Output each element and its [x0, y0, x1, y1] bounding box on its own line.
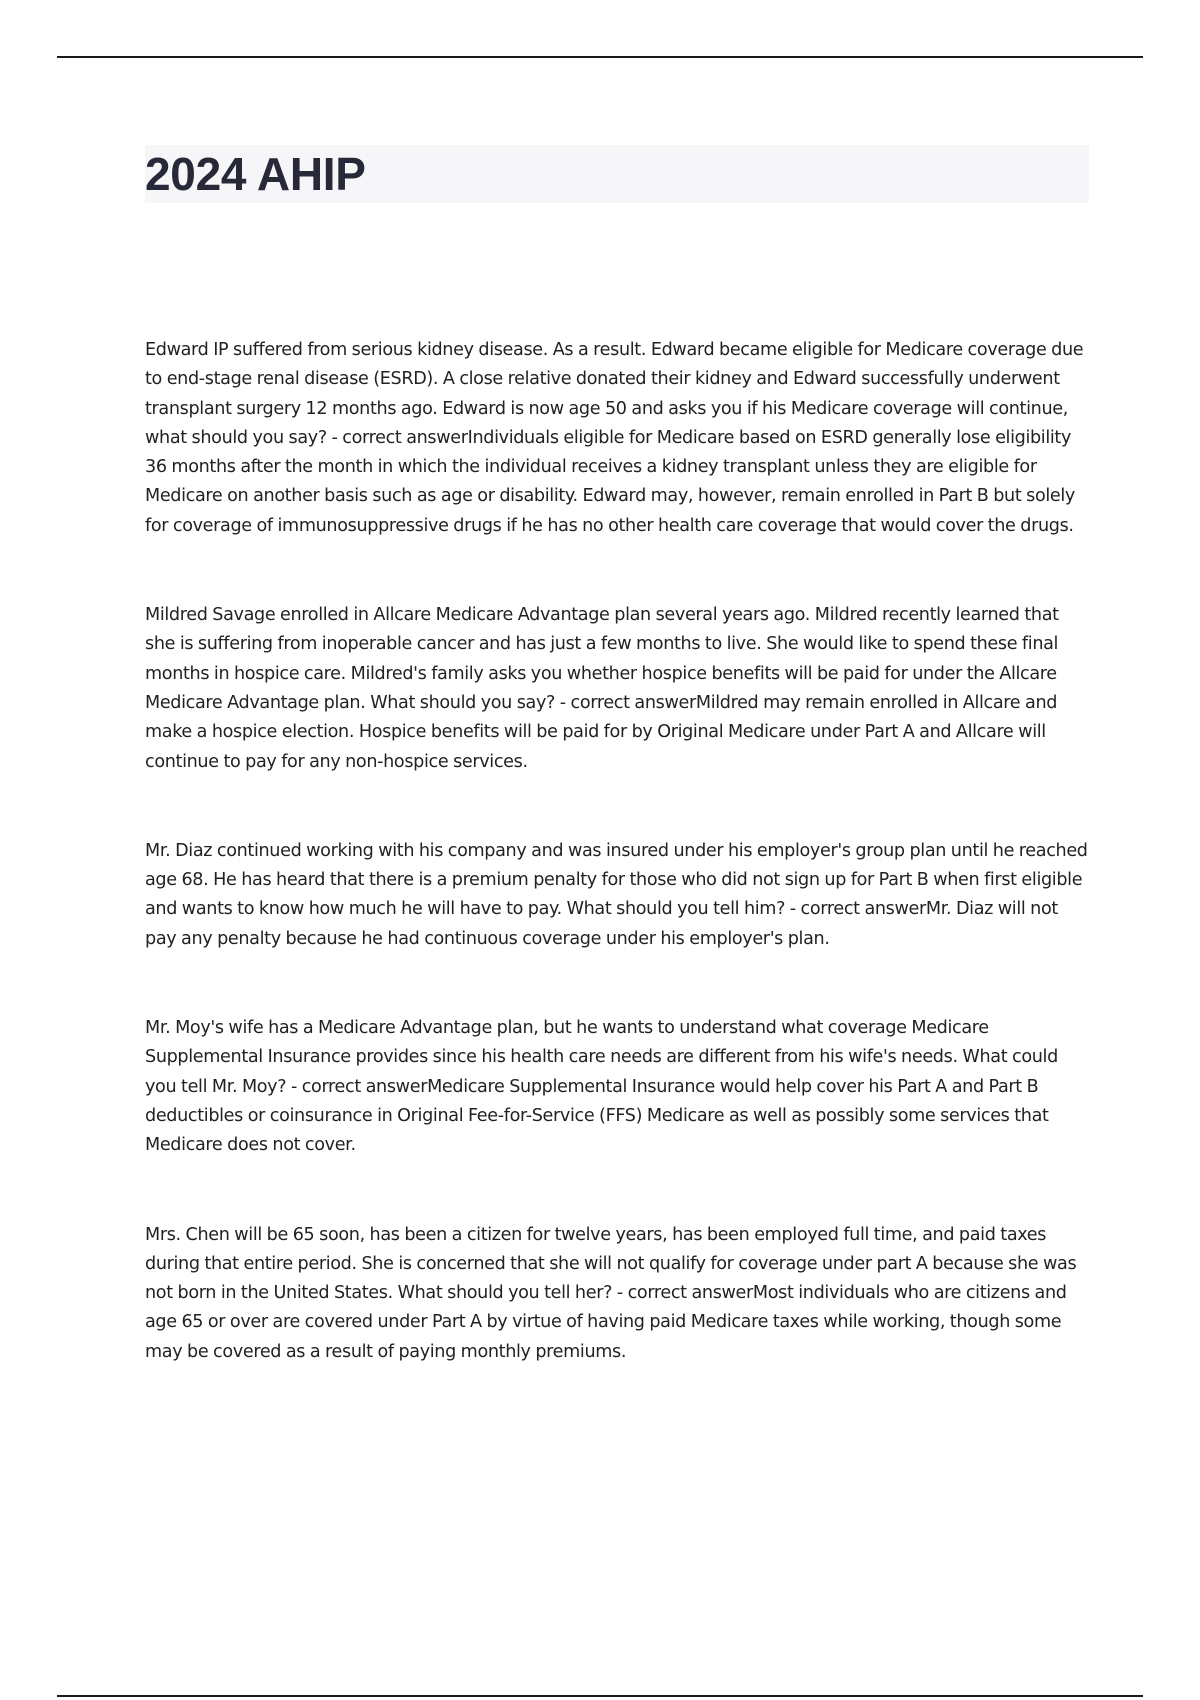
question-text: Mr. Diaz continued working with his company and was insured under his employer's group plan until he reached age 68. He has heard that there is a premium penalty for those who did not sign up for Part B when first eligible and wants to know how much he will have to pay. What should you tell him?: [145, 840, 1088, 920]
question-text: Mrs. Chen will be 65 soon, has been a citizen for twelve years, has been employed full time, and paid taxes during that entire period. She is concerned that she will not qualify for coverage under part A because she was not born in the United States. What should you tell her?: [145, 1224, 1077, 1304]
question-text: Mildred Savage enrolled in Allcare Medicare Advantage plan several years ago. Mildred recently learned that she is suffering from inoperable cancer and has just a few months to live. She would like to spend these final months in hospice care. Mildred's family asks you whether hospice benefits will be paid for under the Allcare Medicare Advantage plan. What should you say?: [145, 605, 1059, 713]
question-text: Edward IP suffered from serious kidney disease. As a result. Edward became eligible for Medicare coverage due to end-stage renal disease (ESRD). A close relative donated their kidney and Edward successfully underwent transplant surgery 12 months ago. Edward is now age 50 and asks you if his Medicare coverage will continue, what should you say?: [145, 340, 1084, 448]
qa-entry-5: [145, 1221, 1090, 1367]
answer-separator: - correct answer: [326, 427, 468, 448]
question-text: Mr. Moy's wife has a Medicare Advantage plan, but he wants to understand what coverage Medicare Supplemental Insurance provides since his health care needs are different from his wife's needs. What could you tell Mr. Moy?: [145, 1018, 1058, 1097]
answer-separator: - correct answer: [555, 692, 696, 713]
top-rule: [57, 56, 1143, 58]
answer-separator: - correct answer: [785, 899, 926, 920]
answer-separator: - correct answer: [612, 1283, 753, 1304]
bottom-rule: [57, 1695, 1143, 1697]
answer-text: Most individuals who are citizens and age 65 or over are covered under Part A by virtue of having paid Medicare taxes while working, though some may be covered as a result of paying monthly premiums.: [145, 1283, 1067, 1362]
answer-text: Mr. Diaz will not pay any penalty because he had continuous coverage under his employer's plan.: [145, 899, 1058, 949]
qa-entry-2: [145, 601, 1090, 777]
answer-text: Mildred may remain enrolled in Allcare and make a hospice election. Hospice benefits will be paid for by Original Medicare under Part A and Allcare will continue to pay for any non-hospice services.: [145, 692, 1058, 772]
qa-entry-4: [145, 1014, 1090, 1160]
answer-text: Individuals eligible for Medicare based on ESRD generally lose eligibility 36 months after the month in which the individual receives a kidney transplant unless they are eligible for Medicare on another basis such as age or disability. Edward may, however, remain enrolled in Part B but solely for coverage of immunosuppressive drugs if he has no other health care coverage that would cover the drugs.: [145, 427, 1075, 536]
page-title: 2024 AHIP: [145, 148, 366, 200]
qa-entry-1: [145, 336, 1090, 541]
answer-separator: - correct answer: [286, 1076, 428, 1097]
qa-entry-3: [145, 837, 1090, 954]
answer-text: Medicare Supplemental Insurance would help cover his Part A and Part B deductibles or coinsurance in Original Fee-for-Service (FFS) Medicare as well as possibly some services that Medicare does not cover.: [145, 1076, 1049, 1156]
qa-list: [145, 336, 1090, 1427]
